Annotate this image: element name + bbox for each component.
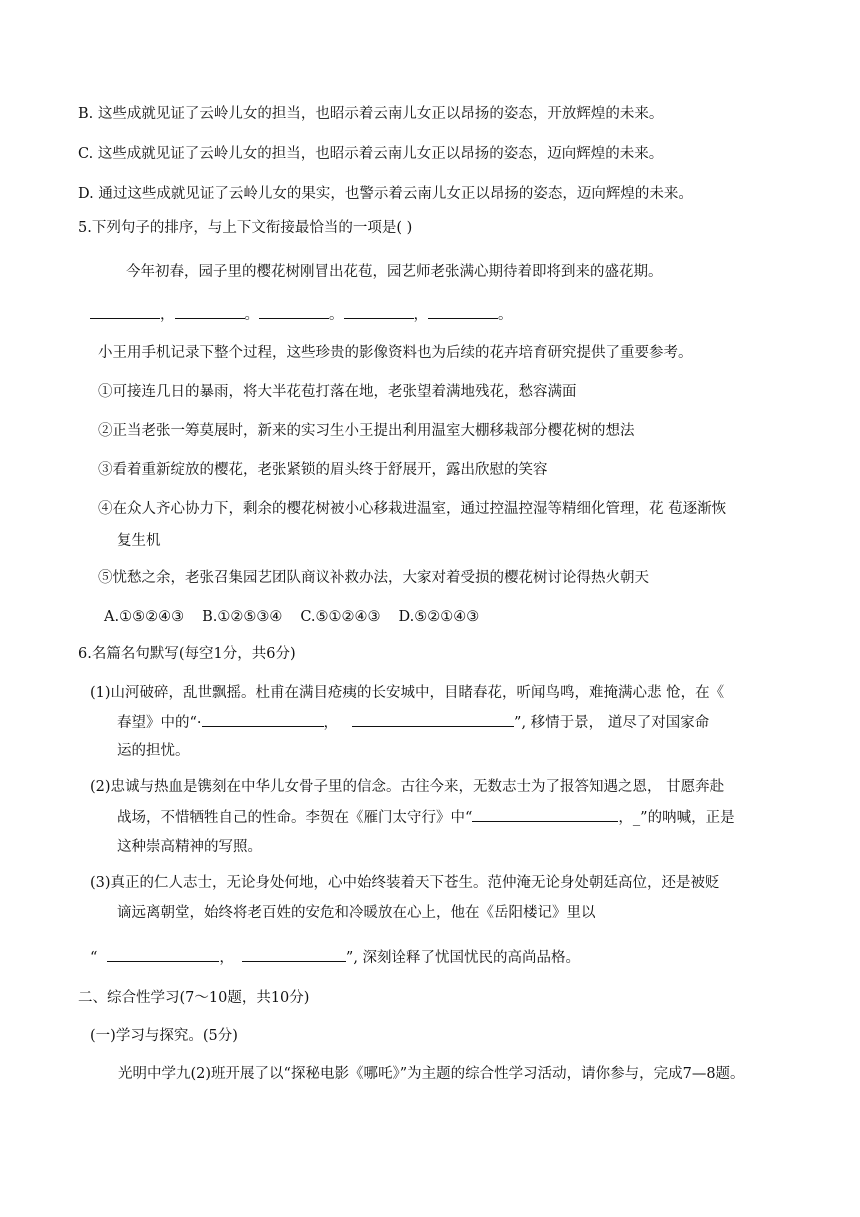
q5-choices bbox=[104, 607, 497, 627]
option-b: B. 这些成就见证了云岭儿女的担当，也昭示着云南儿女正以昂扬的姿态，开放辉煌的未来。 bbox=[78, 106, 664, 122]
q6-p3-line1: (3)真正的仁人志士，无论身处何地，心中始终装着天下苍生。范仲淹无论身处朝廷高位，还是被贬 bbox=[90, 875, 720, 891]
q6-p2-line1: (2)忠诚与热血是镌刻在中华儿女骨子里的信念。古往今来，无数志士为了报答知遇之恩， 甘愿奔赴 bbox=[90, 779, 725, 795]
q5-sentence-4-cont: 复生机 bbox=[117, 533, 161, 549]
q5-sentence-4: ④在众人齐心协力下，剩余的樱花树被小心移栽进温室，通过控温控湿等精细化管理，花 苞逐渐恢 bbox=[98, 501, 727, 517]
q5-sentence-2: ②正当老张一筹莫展时，新来的实习生小王提出利用温室大棚移栽部分樱花树的想法 bbox=[98, 423, 635, 439]
answer-blank[interactable] bbox=[90, 303, 160, 319]
q5-sentence-5: ⑤忧愁之余，老张召集园艺团队商议补救办法，大家对着受损的樱花树讨论得热火朝天 bbox=[98, 570, 649, 586]
option-c: C. 这些成就见证了云岭儿女的担当，也昭示着云南儿女正以昂扬的姿态，迈向辉煌的未来。 bbox=[78, 146, 664, 162]
q5-intro: 今年初春，园子里的樱花树刚冒出花苞，园艺师老张满心期待着即将到来的盛花期。 bbox=[126, 264, 663, 280]
section-2-subtitle: (一)学习与探究。(5分) bbox=[90, 1028, 238, 1044]
choice-a[interactable]: A.①⑤②④③ bbox=[104, 609, 185, 625]
answer-blank[interactable] bbox=[107, 946, 219, 962]
q6-p2-line2: 战场，不惜牺牲自己的性命。李贺在《雁门太守行》中“ ，_”的呐喊，正是 bbox=[117, 806, 735, 828]
answer-blank[interactable] bbox=[175, 303, 245, 319]
q6-p1-line2: 春望》中的“· ， ”, 移情于景， 道尽了对国家命 bbox=[117, 711, 709, 733]
section-2-intro: 光明中学九(2)班开展了以“探秘电影《哪吒》”为主题的综合性学习活动，请你参与，完成7—8题。 bbox=[118, 1066, 745, 1082]
q6-p2-line3: 这种崇高精神的写照。 bbox=[117, 839, 262, 855]
answer-blank[interactable] bbox=[472, 806, 618, 822]
q5-sentence-3: ③看着重新绽放的樱花，老张紧锁的眉头终于舒展开，露出欣慰的笑容 bbox=[98, 462, 548, 478]
choice-d[interactable]: D.⑤②①④③ bbox=[398, 609, 480, 625]
q5-blanks-line: ， 。 。 ， 。 bbox=[90, 303, 513, 325]
q6-p1-line1: (1)山河破碎，乱世飘摇。杜甫在满目疮痍的长安城中，目睹春花，听闻鸟鸣，难掩满心悲 怆，在《 bbox=[90, 685, 725, 701]
question-5-title: 5.下列句子的排序，与上下文衔接最恰当的一项是( ) bbox=[78, 220, 413, 236]
q5-sentence-1: ①可接连几日的暴雨，将大半花苞打落在地，老张望着满地残花，愁容满面 bbox=[98, 384, 577, 400]
answer-blank[interactable] bbox=[242, 946, 346, 962]
q6-p3-line2: 谪远离朝堂，始终将老百姓的安危和冷暖放在心上，他在《岳阳楼记》里以 bbox=[117, 905, 596, 921]
answer-blank[interactable] bbox=[202, 711, 324, 727]
choice-b[interactable]: B.①②⑤③④ bbox=[202, 609, 283, 625]
option-d: D. 通过这些成就见证了云岭儿女的果实，也警示着云南儿女正以昂扬的姿态，迈向辉煌的未来。 bbox=[78, 186, 693, 202]
answer-blank[interactable] bbox=[344, 303, 414, 319]
answer-blank[interactable] bbox=[428, 303, 498, 319]
section-2-title: 二、综合性学习(7～10题，共10分) bbox=[78, 990, 310, 1006]
answer-blank[interactable] bbox=[352, 711, 514, 727]
question-6-title: 6.名篇名句默写(每空1分，共6分) bbox=[78, 646, 296, 662]
answer-blank[interactable] bbox=[259, 303, 329, 319]
choice-c[interactable]: C.⑤①②④③ bbox=[300, 609, 381, 625]
q5-after: 小王用手机记录下整个过程，这些珍贵的影像资料也为后续的花卉培育研究提供了重要参考。 bbox=[98, 345, 693, 361]
q6-p1-line3: 运的担忧。 bbox=[117, 743, 190, 759]
q6-p3-line3: “ ， ”, 深刻诠释了忧国忧民的高尚品格。 bbox=[90, 946, 580, 968]
